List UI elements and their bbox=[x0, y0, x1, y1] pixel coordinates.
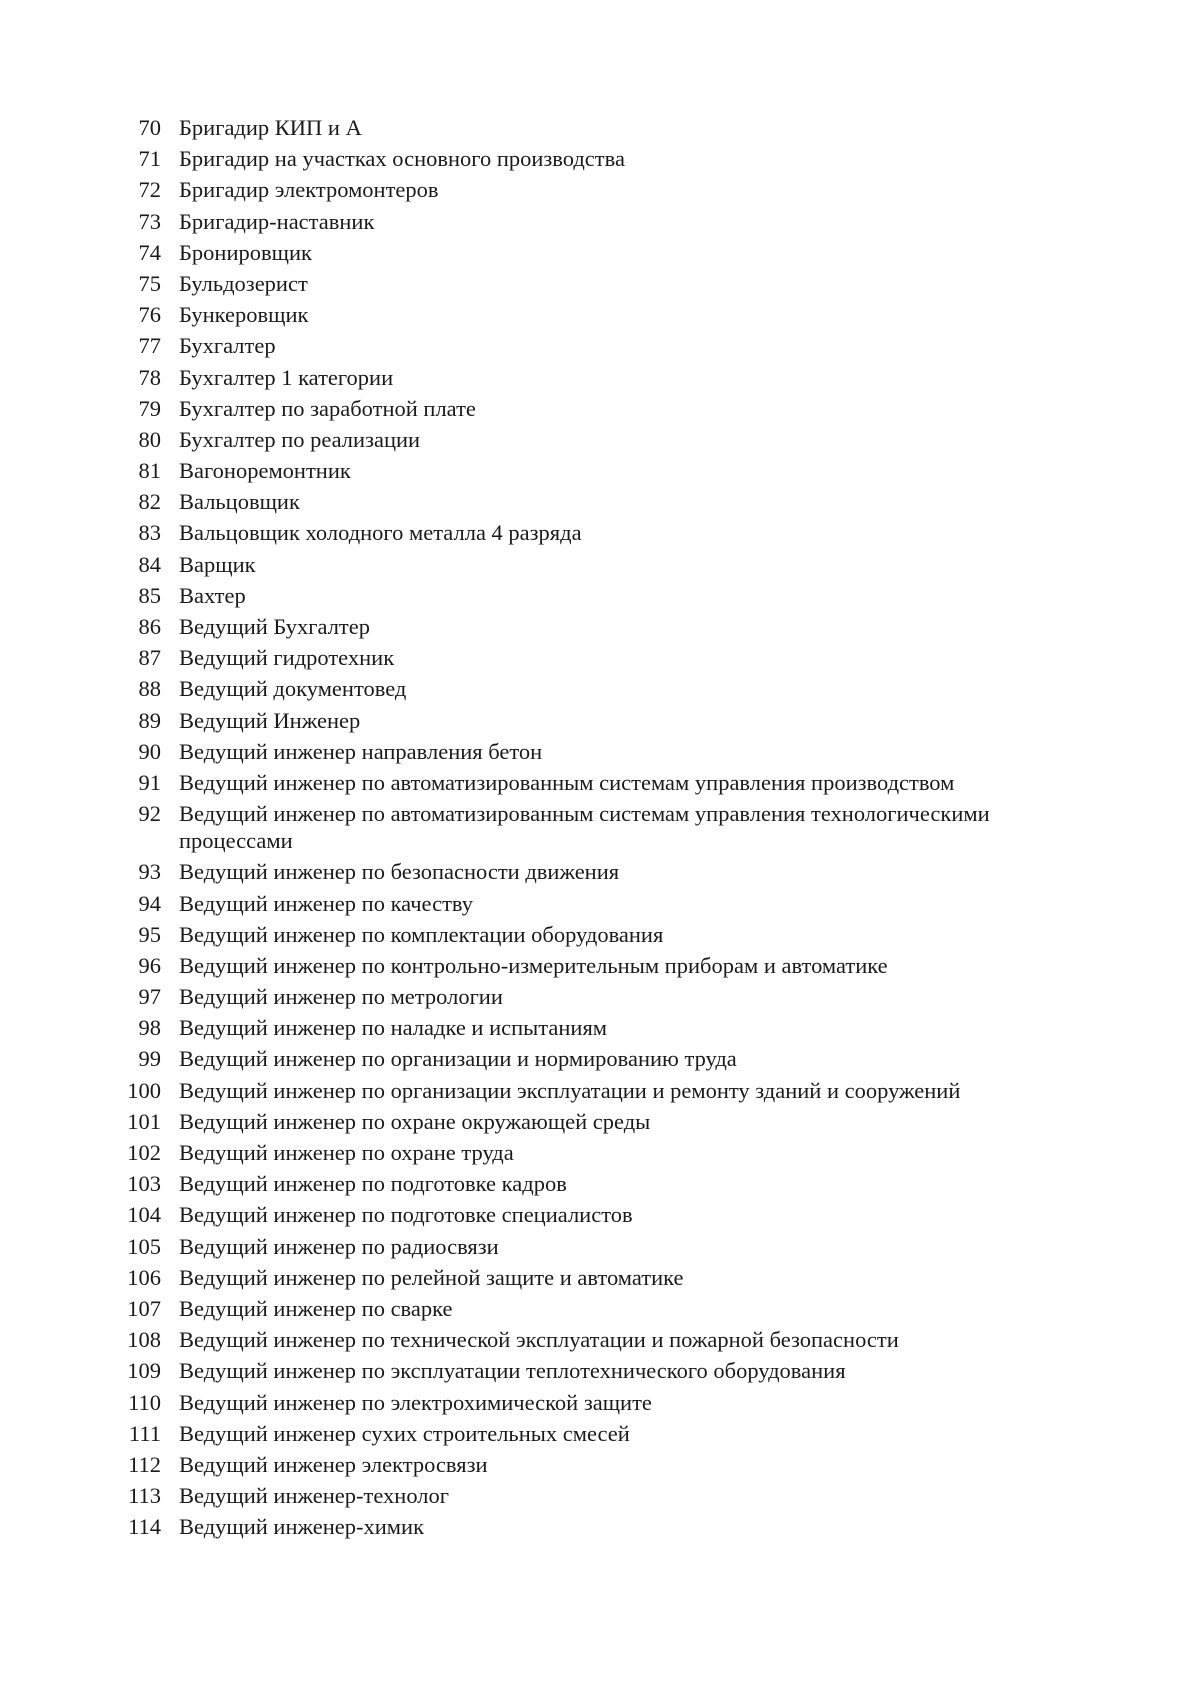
item-text: Ведущий инженер направления бетон bbox=[179, 738, 543, 764]
list-item bbox=[110, 1513, 1110, 1540]
item-number: 95 bbox=[138, 921, 161, 947]
item-text: Бригадир на участках основного производства bbox=[179, 146, 625, 172]
item-number: 84 bbox=[138, 551, 161, 577]
item-text: Бухгалтер по реализации bbox=[179, 426, 421, 452]
item-number: 107 bbox=[127, 1295, 161, 1321]
list-item bbox=[110, 551, 1110, 578]
list-item bbox=[110, 613, 1110, 640]
item-number: 102 bbox=[127, 1140, 161, 1165]
item-number: 97 bbox=[138, 984, 161, 1010]
item-text: Ведущий документовед bbox=[179, 676, 407, 702]
list-item bbox=[110, 1389, 1110, 1416]
list-item bbox=[110, 582, 1110, 609]
item-text: Ведущий инженер-химик bbox=[179, 1514, 425, 1540]
item-text: Ведущий инженер по автоматизированным системам управления производством bbox=[179, 769, 955, 795]
item-number: 112 bbox=[128, 1451, 161, 1477]
item-text: Ведущий инженер по технической эксплуатации и пожарной безопасности bbox=[179, 1327, 899, 1353]
list-item bbox=[110, 332, 1110, 359]
list-item bbox=[110, 1108, 1110, 1135]
item-number: 100 bbox=[127, 1077, 161, 1103]
list-item bbox=[110, 675, 1110, 702]
list-item bbox=[110, 1264, 1110, 1291]
item-number: 76 bbox=[138, 302, 161, 328]
list-item bbox=[110, 738, 1110, 765]
item-number: 91 bbox=[138, 769, 161, 795]
item-number: 109 bbox=[127, 1358, 161, 1384]
item-number: 114 bbox=[128, 1514, 161, 1540]
item-number: 83 bbox=[138, 520, 161, 546]
item-number: 98 bbox=[138, 1015, 161, 1041]
item-text: Ведущий инженер сухих строительных смесей bbox=[179, 1420, 630, 1446]
item-text: Ведущий инженер по автоматизированным системам управления технологическими процессами bbox=[179, 801, 990, 854]
item-number: 78 bbox=[138, 364, 161, 390]
item-number: 75 bbox=[138, 270, 161, 296]
list-item bbox=[110, 1451, 1110, 1478]
item-text: Ведущий Бухгалтер bbox=[179, 614, 370, 639]
list-item bbox=[110, 364, 1110, 391]
list-item bbox=[110, 707, 1110, 734]
list-item bbox=[110, 983, 1110, 1010]
item-text: Ведущий инженер по качеству bbox=[179, 890, 474, 916]
item-number: 73 bbox=[138, 208, 161, 234]
list-item bbox=[110, 208, 1110, 235]
item-text: Бухгалтер bbox=[179, 333, 276, 359]
item-number: 110 bbox=[128, 1389, 161, 1415]
item-text: Ведущий инженер по подготовке специалистов bbox=[179, 1202, 633, 1228]
item-text: Бункеровщик bbox=[179, 302, 309, 328]
item-number: 86 bbox=[138, 614, 161, 639]
list-item bbox=[110, 1295, 1110, 1322]
item-text: Ведущий инженер по релейной защите и автоматике bbox=[179, 1264, 684, 1290]
item-text: Вахтер bbox=[179, 582, 246, 608]
item-text: Бригадир электромонтеров bbox=[179, 177, 439, 203]
item-text: Бухгалтер по заработной плате bbox=[179, 395, 476, 421]
item-number: 92 bbox=[138, 801, 161, 827]
item-number: 106 bbox=[127, 1264, 161, 1290]
item-text: Бухгалтер 1 категории bbox=[179, 364, 394, 390]
item-text: Ведущий инженер по подготовке кадров bbox=[179, 1171, 567, 1197]
list-item bbox=[110, 1077, 1110, 1104]
item-text: Ведущий инженер по безопасности движения bbox=[179, 859, 620, 885]
list-item bbox=[110, 952, 1110, 979]
list-item bbox=[110, 1233, 1110, 1260]
item-text: Ведущий инженер по контрольно-измерительным приборам и автоматике bbox=[179, 952, 888, 978]
item-number: 113 bbox=[128, 1483, 161, 1509]
item-number: 82 bbox=[138, 489, 161, 515]
list-item bbox=[110, 395, 1110, 422]
item-number: 87 bbox=[138, 645, 161, 671]
item-number: 94 bbox=[138, 890, 161, 916]
item-text: Бригадир-наставник bbox=[179, 208, 375, 234]
list-item bbox=[110, 1420, 1110, 1447]
list-item bbox=[110, 1045, 1110, 1072]
item-text: Ведущий инженер по радиосвязи bbox=[179, 1233, 499, 1259]
item-text: Бронировщик bbox=[179, 239, 312, 265]
item-text: Вагоноремонтник bbox=[179, 458, 351, 484]
item-number: 89 bbox=[138, 707, 161, 733]
item-number: 88 bbox=[138, 676, 161, 702]
list-item bbox=[110, 1326, 1110, 1353]
list-item bbox=[110, 426, 1110, 453]
item-number: 104 bbox=[127, 1202, 161, 1228]
item-text: Ведущий инженер-технолог bbox=[179, 1483, 449, 1509]
item-text: Вальцовщик холодного металла 4 разряда bbox=[179, 520, 582, 546]
item-number: 74 bbox=[138, 239, 161, 265]
item-text: Бригадир КИП и А bbox=[179, 115, 362, 140]
list-item bbox=[110, 1170, 1110, 1197]
list-item bbox=[110, 145, 1110, 172]
item-number: 103 bbox=[127, 1171, 161, 1197]
item-number: 99 bbox=[138, 1046, 161, 1072]
item-text: Ведущий инженер электросвязи bbox=[179, 1451, 488, 1477]
list-item bbox=[110, 921, 1110, 948]
item-number: 108 bbox=[127, 1327, 161, 1353]
item-number: 101 bbox=[127, 1108, 161, 1134]
list-item bbox=[110, 519, 1110, 546]
item-text: Ведущий инженер по эксплуатации теплотехнического оборудования bbox=[179, 1358, 846, 1384]
item-text: Ведущий инженер по охране труда bbox=[179, 1140, 514, 1165]
list-item bbox=[110, 301, 1110, 328]
list-item bbox=[110, 270, 1110, 297]
position-list bbox=[110, 114, 1110, 1544]
list-item bbox=[110, 176, 1110, 203]
item-text: Ведущий инженер по охране окружающей среды bbox=[179, 1108, 651, 1134]
item-number: 79 bbox=[138, 395, 161, 421]
item-number: 93 bbox=[138, 859, 161, 885]
list-item bbox=[110, 800, 1110, 854]
item-number: 111 bbox=[128, 1420, 161, 1446]
item-text: Ведущий инженер по организации эксплуатации и ремонту зданий и сооружений bbox=[179, 1077, 961, 1103]
item-number: 85 bbox=[138, 582, 161, 608]
list-item bbox=[110, 858, 1110, 885]
item-number: 71 bbox=[138, 146, 161, 172]
list-item bbox=[110, 114, 1110, 141]
list-item bbox=[110, 1482, 1110, 1509]
item-number: 81 bbox=[138, 458, 161, 484]
item-text: Ведущий инженер по электрохимической защите bbox=[179, 1389, 652, 1415]
item-number: 77 bbox=[138, 333, 161, 359]
list-item bbox=[110, 890, 1110, 917]
item-text: Ведущий инженер по организации и нормированию труда bbox=[179, 1046, 737, 1072]
list-item bbox=[110, 1357, 1110, 1384]
item-number: 70 bbox=[138, 115, 161, 140]
item-number: 72 bbox=[138, 177, 161, 203]
item-text: Ведущий инженер по сварке bbox=[179, 1295, 453, 1321]
list-item bbox=[110, 644, 1110, 671]
item-text: Бульдозерист bbox=[179, 270, 308, 296]
item-text: Ведущий гидротехник bbox=[179, 645, 395, 671]
item-text: Ведущий инженер по метрологии bbox=[179, 984, 503, 1010]
list-item bbox=[110, 239, 1110, 266]
item-text: Варщик bbox=[179, 551, 256, 577]
item-text: Вальцовщик bbox=[179, 489, 300, 515]
list-item bbox=[110, 1139, 1110, 1166]
item-text: Ведущий инженер по комплектации оборудования bbox=[179, 921, 664, 947]
list-item bbox=[110, 1014, 1110, 1041]
list-item bbox=[110, 488, 1110, 515]
item-number: 80 bbox=[138, 426, 161, 452]
list-item bbox=[110, 1201, 1110, 1228]
item-text: Ведущий Инженер bbox=[179, 707, 361, 733]
item-number: 90 bbox=[138, 738, 161, 764]
item-text: Ведущий инженер по наладке и испытаниям bbox=[179, 1015, 608, 1041]
list-item bbox=[110, 457, 1110, 484]
item-number: 96 bbox=[138, 952, 161, 978]
list-item bbox=[110, 769, 1110, 796]
item-number: 105 bbox=[127, 1233, 161, 1259]
